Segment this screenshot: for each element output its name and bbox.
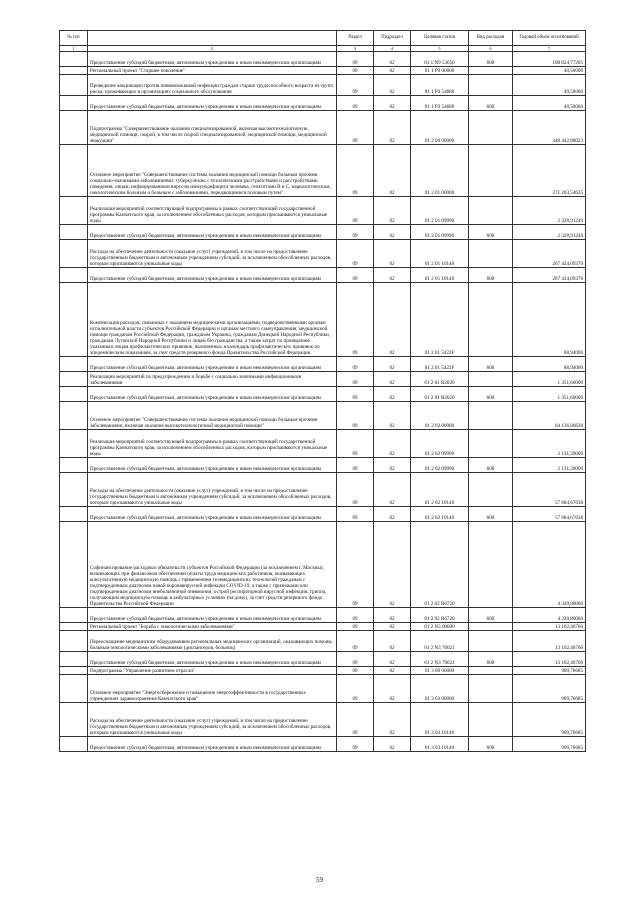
- row-amount: 271 203,54625: [513, 145, 586, 197]
- table-row: [60, 96, 586, 111]
- row-expense-type: [469, 473, 513, 507]
- row-number: [60, 111, 88, 145]
- row-razdel: 09: [337, 372, 374, 387]
- row-amount: 4 320,80000: [513, 608, 586, 623]
- row-expense-type: [469, 75, 513, 96]
- header-expense-type: Вид расходов: [469, 31, 513, 46]
- row-expense-type: [469, 430, 513, 458]
- row-target-article: 01 2 01 5422F: [411, 283, 469, 357]
- row-name: Региональный проект "Борьба с онкологическими заболеваниями": [88, 623, 337, 631]
- row-razdel: 09: [337, 667, 374, 675]
- table-row: [60, 703, 586, 737]
- row-target-article: 01 3 00 00000: [411, 667, 469, 675]
- row-podrazdel: 02: [374, 283, 411, 357]
- row-expense-type: [469, 372, 513, 387]
- row-razdel: 09: [337, 52, 374, 67]
- row-amount: 40,50000: [513, 67, 586, 75]
- row-podrazdel: 02: [374, 268, 411, 283]
- row-podrazdel: 02: [374, 522, 411, 608]
- row-amount: 40,50000: [513, 75, 586, 96]
- row-number: [60, 623, 88, 631]
- row-target-article: 01 2 N3 70021: [411, 631, 469, 652]
- table-row: [60, 197, 586, 225]
- header-podrazdel: Подраздел: [374, 31, 411, 46]
- row-amount: 64 136,86638: [513, 402, 586, 430]
- row-podrazdel: 02: [374, 652, 411, 667]
- table-row: [60, 522, 586, 608]
- table-row: [60, 608, 586, 623]
- row-expense-type: [469, 667, 513, 675]
- row-target-article: 01 2 01 10140: [411, 240, 469, 268]
- row-amount: 2 131,39000: [513, 430, 586, 458]
- row-name: Проведение вакцинации против пневмококковой инфекции граждан старше трудоспособного возраста из групп риска, проживающих в организациях социального обслуживания: [88, 75, 337, 96]
- table-row: [60, 225, 586, 240]
- row-expense-type: [469, 703, 513, 737]
- row-expense-type: [469, 675, 513, 703]
- row-expense-type: 600: [469, 737, 513, 752]
- row-name: Компенсация расходов, связанных с оказанием медицинскими организациями, подведомственными органам исполнительной власти субъектов Российской Федерации и органам местного самоуправления, медицинской помощи гражданам Российской Федерации, гражданам Украины, гражданам Донецкой Народной Республики, гражданам Луганской Народной Республики и лицам без гражданства, а также затрат по проведению указанным лицам профилактических прививок, включенных в календарь профилактических прививок по эпидемическим показаниям, за счет средств резервного фонда Правительства Российской Федерации: [88, 283, 337, 357]
- row-target-article: 01 2 01 R2020: [411, 387, 469, 402]
- row-expense-type: 600: [469, 268, 513, 283]
- row-name: Подпрограмма "Управление развитием отрасли": [88, 667, 337, 675]
- row-number: [60, 430, 88, 458]
- row-number: [60, 145, 88, 197]
- row-podrazdel: 02: [374, 145, 411, 197]
- row-expense-type: 600: [469, 96, 513, 111]
- row-razdel: 09: [337, 737, 374, 752]
- column-number: 3: [337, 46, 374, 52]
- row-expense-type: 600: [469, 387, 513, 402]
- row-amount: 13 102,46760: [513, 631, 586, 652]
- row-target-article: 01 2 01 10140: [411, 268, 469, 283]
- table-row: [60, 667, 586, 675]
- row-amount: 1 351,60000: [513, 387, 586, 402]
- row-target-article: 01 2 01 R2020: [411, 372, 469, 387]
- row-number: [60, 283, 88, 357]
- row-razdel: 09: [337, 67, 374, 75]
- row-razdel: 09: [337, 357, 374, 372]
- row-number: [60, 667, 88, 675]
- row-podrazdel: 02: [374, 430, 411, 458]
- table-row: [60, 458, 586, 473]
- row-expense-type: [469, 145, 513, 197]
- row-number: [60, 703, 88, 737]
- row-amount: 348 442,88023: [513, 111, 586, 145]
- row-target-article: 01 2 02 R6720: [411, 608, 469, 623]
- row-number: [60, 631, 88, 652]
- row-podrazdel: 02: [374, 473, 411, 507]
- row-name: Реализация мероприятий соответствующей подпрограммы в рамках соответствующей государственной программы Камчатского края, за исключением обособленных расходов, которым присваиваются уникальные коды: [88, 197, 337, 225]
- row-podrazdel: 02: [374, 96, 411, 111]
- row-name: Предоставление субсидий бюджетным, автономным учреждениям и иным некоммерческим организациям: [88, 52, 337, 67]
- row-number: [60, 608, 88, 623]
- row-expense-type: [469, 623, 513, 631]
- row-podrazdel: 02: [374, 225, 411, 240]
- row-number: [60, 473, 88, 507]
- row-amount: 909,76685: [513, 737, 586, 752]
- row-target-article: 01 1 P3 54680: [411, 96, 469, 111]
- row-number: [60, 522, 88, 608]
- row-podrazdel: 02: [374, 631, 411, 652]
- row-podrazdel: 02: [374, 197, 411, 225]
- row-amount: 267 434,09376: [513, 240, 586, 268]
- row-razdel: 09: [337, 675, 374, 703]
- row-podrazdel: 02: [374, 111, 411, 145]
- row-number: [60, 652, 88, 667]
- row-razdel: 09: [337, 703, 374, 737]
- table-row: [60, 145, 586, 197]
- row-name: Основное мероприятие "Энергосбережение и повышение энергоэффективности в государственных учреждениях здравоохранения Камчатского края": [88, 675, 337, 703]
- row-name: Предоставление субсидий бюджетным, автономным учреждениям и иным некоммерческим организациям: [88, 458, 337, 473]
- row-expense-type: [469, 631, 513, 652]
- header-number: № п/п: [60, 31, 88, 46]
- table-row: [60, 623, 586, 631]
- row-target-article: 01 1 P3 54680: [411, 75, 469, 96]
- row-name: Расходы на обеспечение деятельности (оказание услуг) учреждений, в том числе на предоставление государственным бюджетным и автономным учреждениям субсидий, за исключением обособленных расходов, которым присваиваются уникальные коды: [88, 240, 337, 268]
- table-row: [60, 372, 586, 387]
- row-razdel: 09: [337, 268, 374, 283]
- row-podrazdel: 02: [374, 75, 411, 96]
- row-amount: 88,94000: [513, 283, 586, 357]
- row-name: Предоставление субсидий бюджетным, автономным учреждениям и иным некоммерческим организациям: [88, 225, 337, 240]
- row-target-article: 01 2 N3 00000: [411, 623, 469, 631]
- row-razdel: 09: [337, 145, 374, 197]
- row-name: Основное мероприятие "Совершенствование системы оказания медицинской помощи больным прочими социально-значимыми заболеваниями: туберкулезом, с психическими расстройствами и расстройствами поведения, лицам, инфицированным вирусом иммунодефицита человека, гепатитами B и C, наркологическим, онкологическим больным и больным с заболеваниями, передающимися половым путем": [88, 145, 337, 197]
- row-razdel: 09: [337, 402, 374, 430]
- row-number: [60, 402, 88, 430]
- row-podrazdel: 02: [374, 67, 411, 75]
- row-amount: 909,76685: [513, 703, 586, 737]
- row-podrazdel: 02: [374, 507, 411, 522]
- header-name: [88, 31, 337, 46]
- table-row: [60, 75, 586, 96]
- row-amount: 57 684,67638: [513, 507, 586, 522]
- table-row: [60, 67, 586, 75]
- row-expense-type: [469, 111, 513, 145]
- row-name: Предоставление субсидий бюджетным, автономным учреждениям и иным некоммерческим организациям: [88, 737, 337, 752]
- row-target-article: 01 2 02 R6720: [411, 522, 469, 608]
- row-amount: 108 824,77205: [513, 52, 586, 67]
- row-name: Подпрограмма "Совершенствование оказания специализированной, включая высокотехнологичную, медицинской помощи, скорой, в том числе скорой специализированной, медицинской помощи, медицинской эвакуации": [88, 111, 337, 145]
- row-name: Предоставление субсидий бюджетным, автономным учреждениям и иным некоммерческим организациям: [88, 652, 337, 667]
- row-expense-type: [469, 197, 513, 225]
- row-number: [60, 507, 88, 522]
- row-podrazdel: 02: [374, 623, 411, 631]
- row-razdel: 09: [337, 623, 374, 631]
- row-amount: 13 102,46760: [513, 652, 586, 667]
- row-target-article: 01 2 02 00000: [411, 402, 469, 430]
- row-amount: 4 320,80000: [513, 522, 586, 608]
- row-target-article: 01 3 03 00000: [411, 675, 469, 703]
- row-expense-type: 600: [469, 608, 513, 623]
- row-amount: 909,76685: [513, 675, 586, 703]
- row-razdel: 09: [337, 458, 374, 473]
- row-podrazdel: 02: [374, 667, 411, 675]
- row-razdel: 09: [337, 240, 374, 268]
- row-number: [60, 67, 88, 75]
- row-name: Расходы на обеспечение деятельности (оказание услуг) учреждений, в том числе на предоставление государственным бюджетным и автономным учреждениям субсидий, за исключением обособленных расходов, которым присваиваются уникальные коды: [88, 703, 337, 737]
- header-target-article: Целевая статья: [411, 31, 469, 46]
- row-razdel: 09: [337, 225, 374, 240]
- row-amount: 1 351,60000: [513, 372, 586, 387]
- row-name: Региональный проект "Старшее поколение": [88, 67, 337, 75]
- row-razdel: 09: [337, 507, 374, 522]
- row-number: [60, 737, 88, 752]
- table-row: [60, 283, 586, 357]
- row-number: [60, 52, 88, 67]
- row-target-article: 01 2 02 09990: [411, 458, 469, 473]
- budget-table: [59, 30, 586, 752]
- row-name: Реализация мероприятий соответствующей подпрограммы в рамках соответствующей государственной программы Камчатского края, за исключением обособленных расходов, которым присваиваются уникальные коды: [88, 430, 337, 458]
- row-target-article: 01 2 02 10140: [411, 507, 469, 522]
- row-number: [60, 96, 88, 111]
- table-row: [60, 240, 586, 268]
- row-podrazdel: 02: [374, 737, 411, 752]
- row-razdel: 09: [337, 75, 374, 96]
- table-row: [60, 507, 586, 522]
- table-row: [60, 402, 586, 430]
- row-name: Реализация мероприятий по предупреждению и борьбе с социально значимыми инфекционными заболеваниями: [88, 372, 337, 387]
- row-amount: 909,76685: [513, 667, 586, 675]
- row-podrazdel: 02: [374, 372, 411, 387]
- row-amount: 2 328,91249: [513, 225, 586, 240]
- row-amount: 57 684,67638: [513, 473, 586, 507]
- row-name: Предоставление субсидий бюджетным, автономным учреждениям и иным некоммерческим организациям: [88, 608, 337, 623]
- row-number: [60, 225, 88, 240]
- table-row: [60, 430, 586, 458]
- row-target-article: 01 1 N9 53650: [411, 52, 469, 67]
- row-target-article: 01 2 00 00000: [411, 111, 469, 145]
- row-name: Основное мероприятие "Совершенствование системы оказания медицинской помощи больным прочими заболеваниями, включая оказание высокотехнологичной медицинской помощи": [88, 402, 337, 430]
- row-target-article: 01 3 03 10140: [411, 737, 469, 752]
- row-razdel: 09: [337, 522, 374, 608]
- row-name: Предоставление субсидий бюджетным, автономным учреждениям и иным некоммерческим организациям: [88, 507, 337, 522]
- table-row: [60, 737, 586, 752]
- row-name: Переоснащение медицинским оборудованием региональных медицинских организаций, оказывающих помощь больным онкологическими заболеваниями (диспансеров, больниц): [88, 631, 337, 652]
- row-podrazdel: 02: [374, 703, 411, 737]
- table-row: [60, 473, 586, 507]
- row-podrazdel: 02: [374, 52, 411, 67]
- row-name: Софинансирование расходных обязательств субъектов Российской Федерации (за исключением г. Москвы), возникающих при финансовом обеспечении оплаты труда медицинских работников, оказывающих консультативную медицинскую помощь с применением телемедицинских технологий гражданам с подтвержденным диагнозом новой коронавирусной инфекции COVID-19, а также с признаками или подтвержденным диагнозом внебольничной пневмонии, острой респираторной вирусной инфекции, гриппа, получающим медицинскую помощь в амбулаторных условиях (на дому), за счет средств резервного фонда Правительства Российской Федерации: [88, 522, 337, 608]
- row-number: [60, 357, 88, 372]
- row-podrazdel: 02: [374, 240, 411, 268]
- table-row: [60, 652, 586, 667]
- row-expense-type: 600: [469, 652, 513, 667]
- column-number: 2: [88, 46, 337, 52]
- row-razdel: 09: [337, 652, 374, 667]
- row-expense-type: [469, 240, 513, 268]
- row-expense-type: 600: [469, 52, 513, 67]
- row-razdel: 09: [337, 473, 374, 507]
- row-amount: 40,50000: [513, 96, 586, 111]
- row-name: Предоставление субсидий бюджетным, автономным учреждениям и иным некоммерческим организациям: [88, 357, 337, 372]
- row-podrazdel: 02: [374, 458, 411, 473]
- row-target-article: 01 2 N3 70021: [411, 652, 469, 667]
- row-expense-type: 600: [469, 458, 513, 473]
- row-amount: 267 434,09376: [513, 268, 586, 283]
- row-razdel: 09: [337, 111, 374, 145]
- row-number: [60, 268, 88, 283]
- row-number: [60, 458, 88, 473]
- row-target-article: 01 2 01 09990: [411, 197, 469, 225]
- table-row: [60, 111, 586, 145]
- row-number: [60, 197, 88, 225]
- row-razdel: 09: [337, 283, 374, 357]
- budget-page: [59, 30, 585, 752]
- row-target-article: 01 3 03 10140: [411, 703, 469, 737]
- row-razdel: 09: [337, 197, 374, 225]
- row-amount: 88,94000: [513, 357, 586, 372]
- row-expense-type: 600: [469, 357, 513, 372]
- row-name: Предоставление субсидий бюджетным, автономным учреждениям и иным некоммерческим организациям: [88, 387, 337, 402]
- column-number: 5: [411, 46, 469, 52]
- column-number: 1: [60, 46, 88, 52]
- row-target-article: 01 2 02 09990: [411, 430, 469, 458]
- row-podrazdel: 02: [374, 608, 411, 623]
- table-header-row: [60, 31, 586, 46]
- row-target-article: 01 2 01 00000: [411, 145, 469, 197]
- row-name: Предоставление субсидий бюджетным, автономным учреждениям и иным некоммерческим организациям: [88, 96, 337, 111]
- row-number: [60, 372, 88, 387]
- table-row: [60, 387, 586, 402]
- row-name: Расходы на обеспечение деятельности (оказание услуг) учреждений, в том числе на предоставление государственным бюджетным и автономным учреждениям субсидий, за исключением обособленных расходов, которым присваиваются уникальные коды: [88, 473, 337, 507]
- row-expense-type: [469, 402, 513, 430]
- row-expense-type: 600: [469, 225, 513, 240]
- row-expense-type: [469, 67, 513, 75]
- row-podrazdel: 02: [374, 387, 411, 402]
- table-row: [60, 357, 586, 372]
- row-target-article: 01 2 02 10140: [411, 473, 469, 507]
- table-row: [60, 52, 586, 67]
- column-number: 4: [374, 46, 411, 52]
- row-number: [60, 387, 88, 402]
- header-razdel: Раздел: [337, 31, 374, 46]
- row-target-article: 01 1 P3 00000: [411, 67, 469, 75]
- row-podrazdel: 02: [374, 357, 411, 372]
- row-expense-type: [469, 283, 513, 357]
- table-row: [60, 675, 586, 703]
- row-razdel: 09: [337, 96, 374, 111]
- header-annual-volume: Годовой объем ассигнований: [513, 31, 586, 46]
- row-target-article: 01 2 01 5422F: [411, 357, 469, 372]
- row-number: [60, 675, 88, 703]
- row-razdel: 09: [337, 631, 374, 652]
- row-number: [60, 240, 88, 268]
- row-number: [60, 75, 88, 96]
- row-podrazdel: 02: [374, 675, 411, 703]
- row-amount: 13 102,46760: [513, 623, 586, 631]
- row-razdel: 09: [337, 387, 374, 402]
- row-razdel: 09: [337, 608, 374, 623]
- row-razdel: 09: [337, 430, 374, 458]
- row-expense-type: [469, 522, 513, 608]
- row-target-article: 01 2 01 09990: [411, 225, 469, 240]
- column-number: 6: [469, 46, 513, 52]
- table-row: [60, 631, 586, 652]
- table-row: [60, 268, 586, 283]
- page-number: 59: [316, 876, 323, 884]
- row-amount: 2 131,39000: [513, 458, 586, 473]
- row-name: Предоставление субсидий бюджетным, автономным учреждениям и иным некоммерческим организациям: [88, 268, 337, 283]
- row-expense-type: 600: [469, 507, 513, 522]
- row-amount: 2 328,91249: [513, 197, 586, 225]
- row-podrazdel: 02: [374, 402, 411, 430]
- column-number: 7: [513, 46, 586, 52]
